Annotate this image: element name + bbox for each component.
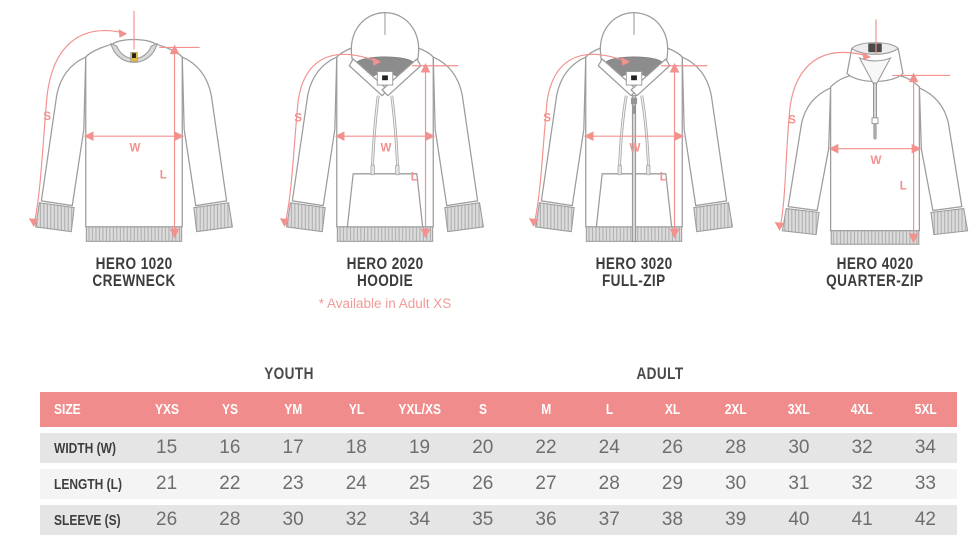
size-cell: 36	[535, 509, 557, 530]
chin-tag	[626, 72, 641, 86]
table-row-length	[40, 469, 957, 499]
product-style: FULL-ZIP	[602, 271, 666, 290]
size-cell: 30	[788, 437, 810, 458]
hoodie-illustration	[269, 4, 501, 251]
quarter-zip-illustration	[759, 4, 979, 251]
column-header: YL	[348, 401, 364, 418]
size-cell: 32	[851, 473, 873, 494]
size-cell: 17	[282, 437, 304, 458]
product-model: HERO 4020	[836, 254, 914, 273]
column-header: YXS	[154, 401, 179, 418]
size-cell: 20	[472, 437, 494, 458]
product-caption	[814, 255, 936, 289]
size-cell: 26	[156, 509, 178, 530]
product-full-zip	[518, 4, 750, 312]
size-cell: 22	[535, 437, 557, 458]
row-label: SLEEVE (S)	[54, 511, 121, 529]
size-cell: 32	[345, 509, 367, 530]
size-cell: 28	[598, 473, 620, 494]
stand-collar	[847, 43, 903, 84]
size-cell: 22	[219, 473, 241, 494]
size-cell: 35	[472, 509, 494, 530]
product-caption	[586, 255, 682, 289]
column-header: 5XL	[914, 401, 937, 418]
product-model: HERO 1020	[95, 254, 173, 273]
hem-rib	[831, 231, 919, 245]
product-model: HERO 3020	[595, 254, 673, 273]
size-table-header-row	[40, 392, 957, 427]
size-cell: 23	[282, 473, 304, 494]
width-measure-label: W	[629, 142, 641, 155]
product-crewneck	[18, 4, 250, 312]
size-cell: 37	[598, 509, 620, 530]
table-row-sleeve	[40, 505, 957, 535]
size-cell: 19	[408, 437, 431, 458]
sleeve-measure-label: S	[43, 110, 52, 123]
size-cell: 24	[345, 473, 367, 494]
product-note: * Available in Adult XS	[318, 296, 452, 311]
size-cell: 15	[156, 437, 178, 458]
sleeve-right	[182, 57, 232, 232]
column-header: L	[605, 401, 613, 418]
size-cell: 21	[156, 473, 178, 494]
column-header: YXL/XS	[398, 401, 441, 418]
size-cell: 34	[408, 509, 431, 530]
column-header: 2XL	[724, 401, 747, 418]
sleeve-measure-label: S	[294, 112, 303, 125]
length-measure-label: L	[159, 169, 167, 182]
size-cell: 42	[914, 509, 936, 530]
size-cell: 40	[788, 509, 810, 530]
size-cell: 30	[282, 509, 304, 530]
hem-rib	[86, 227, 181, 241]
product-hoodie	[269, 4, 501, 312]
sleeve-right	[919, 88, 967, 235]
size-group-headers	[40, 312, 957, 392]
size-cell: 29	[661, 473, 684, 494]
size-cell: 41	[851, 509, 873, 530]
column-header: 3XL	[787, 401, 810, 418]
size-cell: 28	[219, 509, 241, 530]
row-label: LENGTH (L)	[54, 475, 122, 493]
column-header: 4XL	[851, 401, 874, 418]
size-cell: 39	[725, 509, 747, 530]
size-cell: 32	[851, 437, 873, 458]
neck-tag	[131, 52, 138, 61]
size-table	[40, 392, 957, 535]
width-measure-label: W	[870, 155, 882, 168]
column-header: S	[478, 401, 487, 418]
size-cell: 27	[535, 473, 557, 494]
size-cell: 30	[725, 473, 747, 494]
row-label: WIDTH (W)	[54, 439, 116, 457]
product-style: QUARTER-ZIP	[826, 271, 924, 290]
size-cell: 26	[472, 473, 494, 494]
table-row-width	[40, 433, 957, 463]
product-model: HERO 2020	[346, 254, 424, 273]
column-header: YS	[221, 401, 238, 418]
hem-rib	[337, 227, 432, 241]
sleeve-measure-label: S	[788, 114, 796, 127]
column-header: SIZE	[54, 401, 81, 418]
size-cell: 18	[345, 437, 367, 458]
size-cell: 26	[661, 437, 684, 458]
sleeve-right	[433, 57, 483, 232]
product-style: CREWNECK	[92, 271, 176, 290]
sleeve-measure-label: S	[543, 112, 552, 125]
size-cell: 38	[661, 509, 684, 530]
size-cell: 34	[914, 437, 936, 458]
width-measure-label: W	[129, 142, 141, 155]
size-cell: 33	[914, 473, 936, 494]
column-header: YM	[284, 401, 303, 418]
group-header-youth: YOUTH	[264, 364, 315, 383]
size-cell: 16	[219, 437, 241, 458]
group-header-adult: ADULT	[636, 364, 684, 383]
product-style: HOODIE	[356, 271, 414, 290]
length-measure-label: L	[659, 171, 667, 184]
size-cell: 28	[725, 437, 747, 458]
crewneck-illustration	[18, 4, 250, 251]
collar-tag	[868, 44, 882, 53]
length-measure-label: L	[899, 180, 907, 193]
sleeve-right	[682, 57, 732, 232]
torso	[86, 44, 182, 227]
column-header: M	[540, 401, 551, 418]
product-quarter-zip	[759, 4, 979, 312]
column-header: XL	[664, 401, 681, 418]
size-cell: 31	[788, 473, 810, 494]
size-cell: 24	[598, 437, 620, 458]
length-measure-label: L	[410, 171, 418, 184]
product-caption	[82, 255, 186, 289]
width-measure-label: W	[380, 142, 392, 155]
full-zip-illustration	[518, 4, 750, 251]
size-cell: 25	[408, 473, 431, 494]
product-caption	[337, 255, 433, 289]
chin-tag	[377, 72, 392, 86]
